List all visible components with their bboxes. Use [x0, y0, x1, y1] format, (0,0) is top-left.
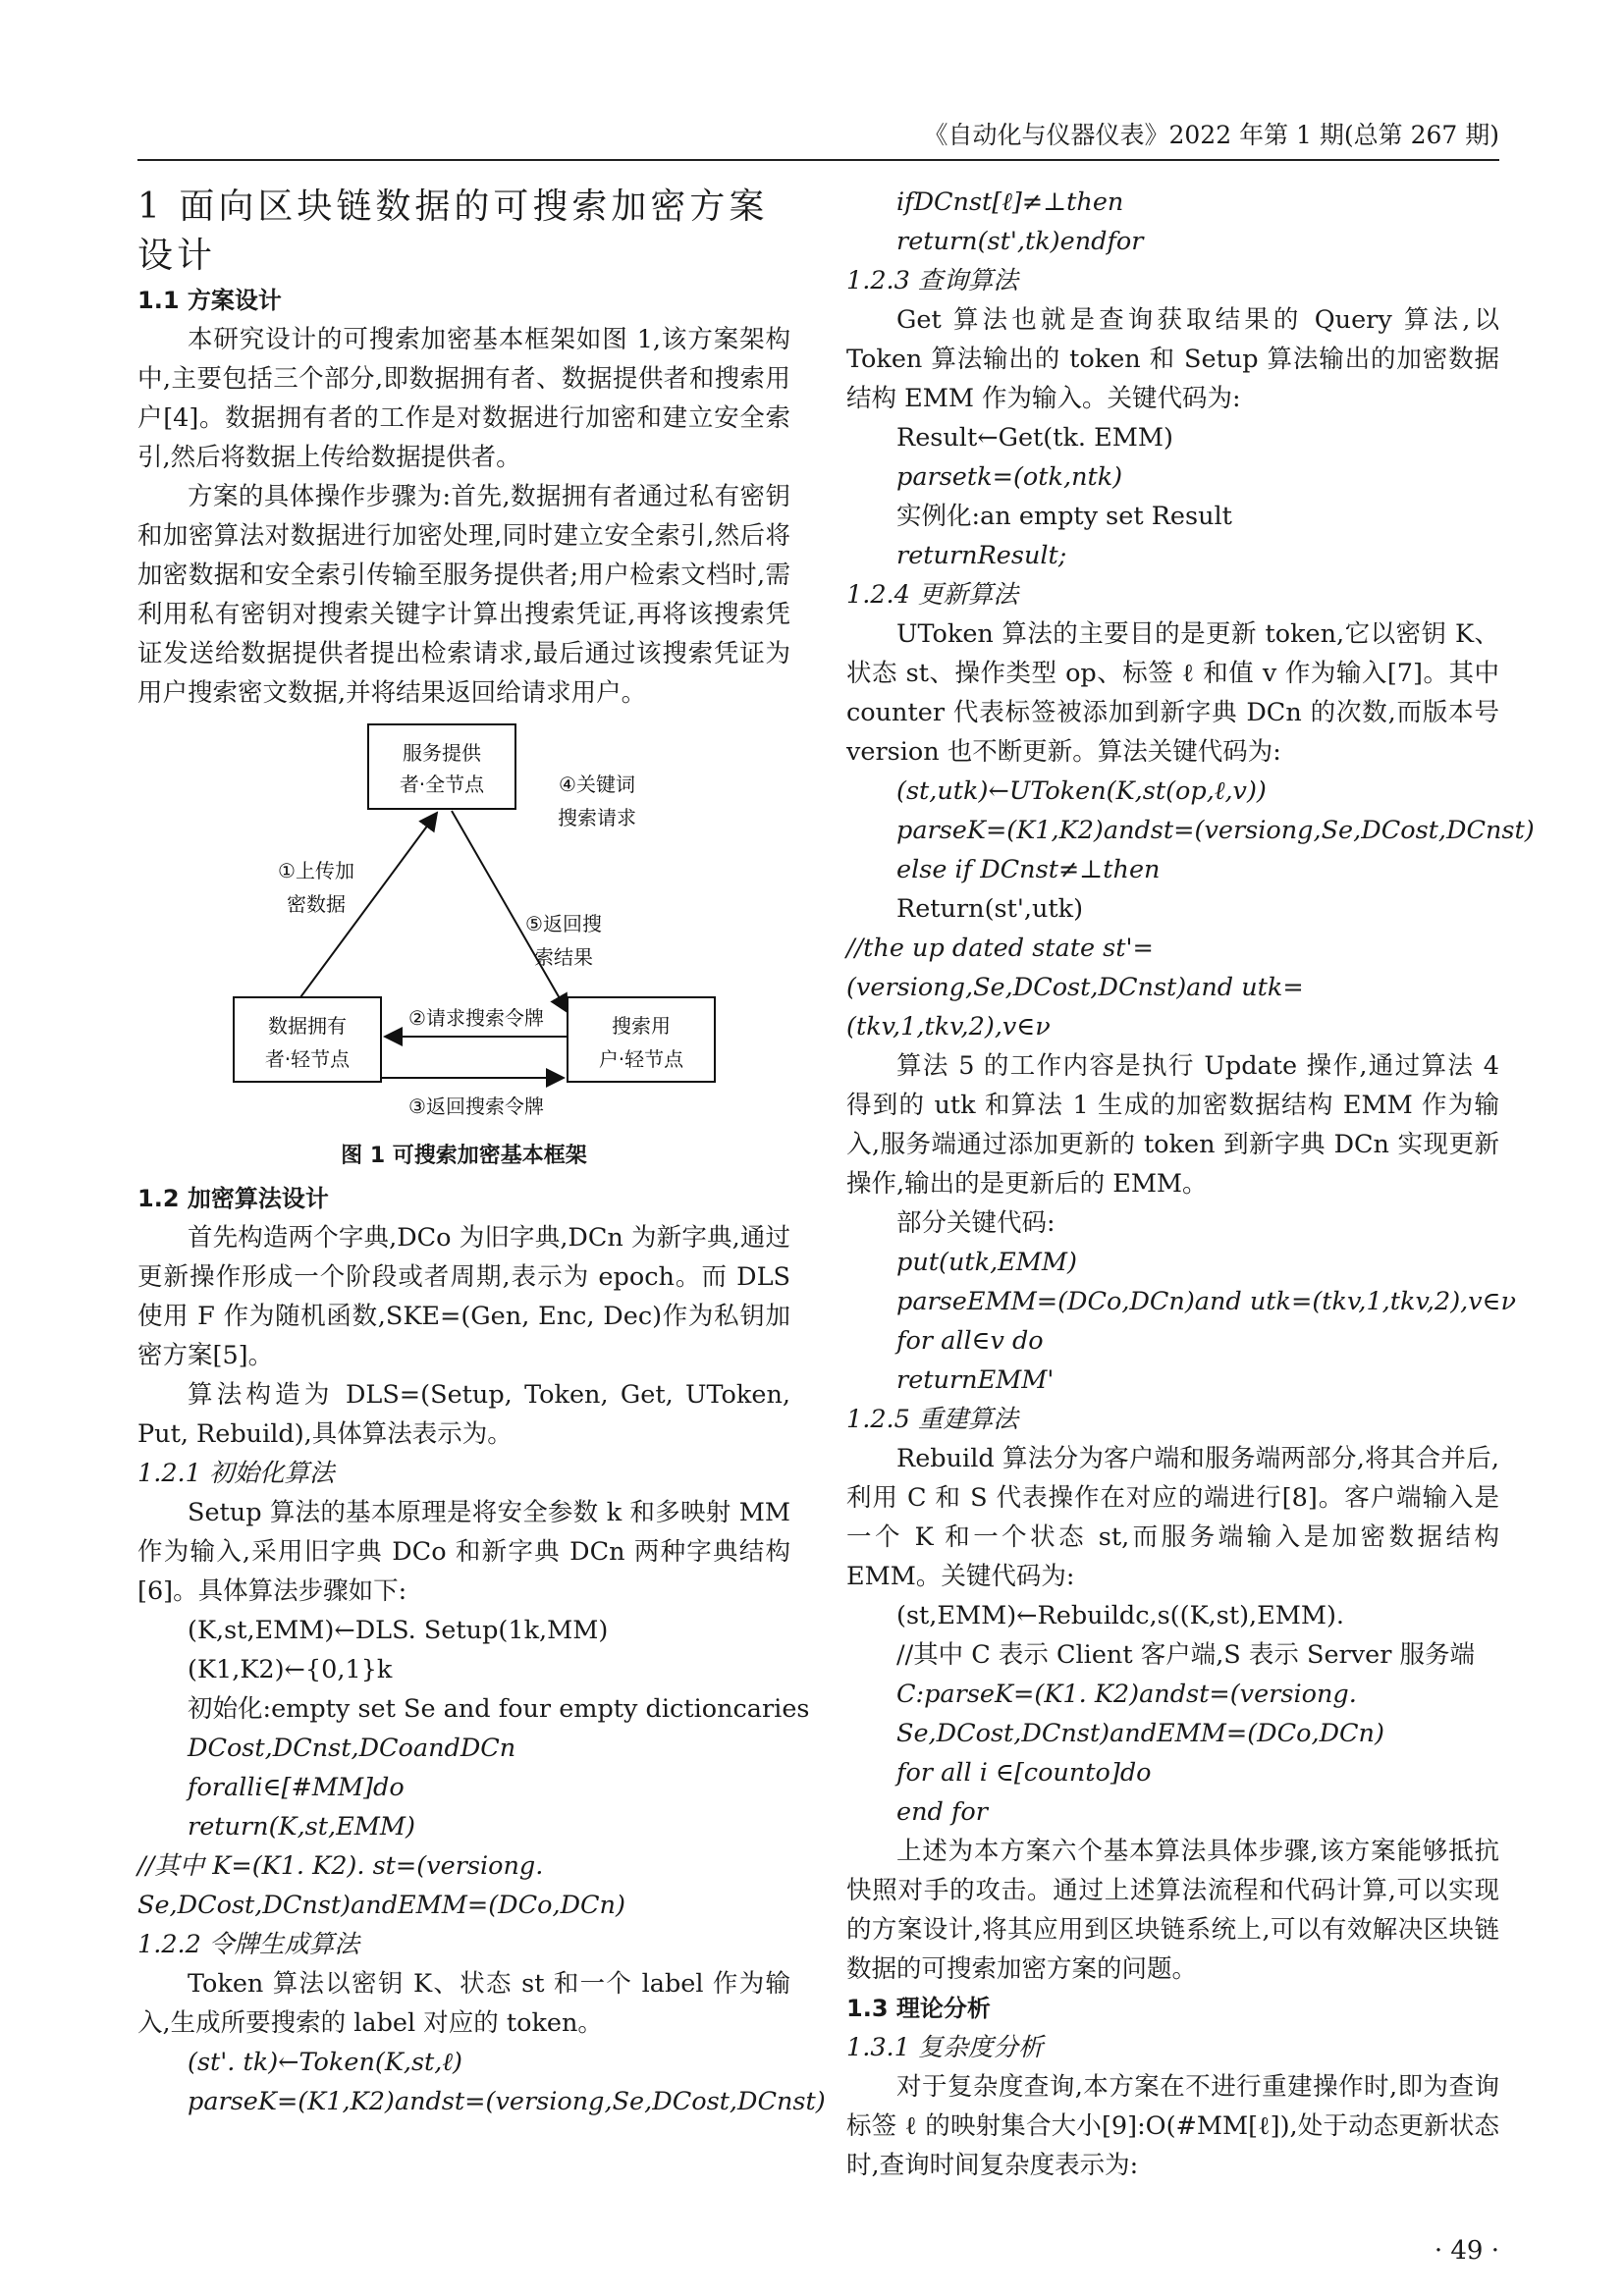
paragraph: 对于复杂度查询,本方案在不进行重建操作时,即为查询标签 ℓ 的映射集合大小[9]:O(#MM[ℓ]),处于动态更新状态时,查询时间复杂度表示为:: [846, 2072, 1499, 2180]
paragraph: 算法 5 的工作内容是执行 Update 操作,通过算法 4 得到的 utk 和算法 1 生成的加密数据结构 EMM 作为输入,服务端通过添加更新的 token 到新字典 DCn 实现更新操作,输出的是更新后的 EMM。: [846, 1051, 1499, 1199]
code-line: 初始化:empty set Se and four empty dictioncaries: [188, 1694, 810, 1724]
paragraph: 本研究设计的可搜索加密基本框架如图 1,该方案架构中,主要包括三个部分,即数据拥有者、数据提供者和搜索用户[4]。数据拥有者的工作是对数据进行加密和建立安全索引,然后将数据上传给数据提供者。: [137, 325, 790, 472]
framework-diagram: [137, 713, 790, 1145]
paragraph: UToken 算法的主要目的是更新 token,它以密钥 K、状态 st、操作类型 op、标签 ℓ 和值 v 作为输入[7]。其中 counter 代表标签被添加到新字典 DCn 的次数,而版本号 version 也不断更新。算法关键代码为:: [846, 619, 1499, 767]
paragraph: Setup 算法的基本原理是将安全参数 k 和多映射 MM 作为输入,采用旧字典 DCo 和新字典 DCn 两种字典结构[6]。具体算法步骤如下:: [137, 1498, 790, 1606]
label-result-1: ⑤返回搜: [525, 912, 602, 935]
code-line: returnResult;: [896, 541, 1067, 570]
label-return-token: ③返回搜索令牌: [408, 1095, 544, 1118]
node-left-line2: 者·轻节点: [264, 1047, 351, 1071]
node-top-line2: 者·全节点: [399, 773, 485, 796]
code-line: //其中 C 表示 Client 客户端,S 表示 Server 服务端: [896, 1640, 1476, 1670]
code-line: parseK=(K1,K2)andst=(versiong,Se,DCost,DCnst): [896, 816, 1535, 845]
paragraph: Rebuild 算法分为客户端和服务端两部分,将其合并后,利用 C 和 S 代表操作在对应的端进行[8]。客户端输入是一个 K 和一个状态 st,而服务端输入是加密数据结构 EMM。关键代码为:: [846, 1444, 1499, 1591]
page-number: · 49 ·: [1434, 2236, 1499, 2266]
header-rule: [137, 159, 1499, 161]
journal-header: 《自动化与仪器仪表》2022 年第 1 期(总第 267 期): [923, 121, 1499, 149]
code-line: return(K,st,EMM): [188, 1812, 415, 1842]
paragraph: Get 算法也就是查询获取结果的 Query 算法,以 Token 算法输出的 token 和 Setup 算法输出的加密数据结构 EMM 作为输入。关键代码为:: [846, 305, 1499, 413]
heading-1-3-1: 1.3.1 复杂度分析: [846, 2033, 1044, 2062]
paragraph: 部分关键代码:: [896, 1208, 1056, 1238]
figure-caption: 图 1 可搜索加密基本框架: [341, 1144, 587, 1168]
node-right-line2: 户·轻节点: [598, 1047, 684, 1071]
code-line: Return(st',utk): [896, 894, 1084, 924]
code-line: (st,utk)←UToken(K,st(op,ℓ,v)): [896, 776, 1267, 806]
code-comment: //其中 K=(K1. K2). st=(versiong. Se,DCost,DCnst)andEMM=(DCo,DCn): [137, 1851, 625, 1920]
code-comment: //the up dated state st'=(versiong,Se,DCost,DCnst)and utk=(tkv,1,tkv,2),v∈ν: [846, 934, 1304, 1041]
label-request-token: ②请求搜索令牌: [408, 1006, 544, 1030]
node-service-provider: [368, 724, 515, 809]
label-upload-1: ①上传加: [278, 859, 354, 882]
label-result-2: 索结果: [534, 945, 593, 969]
heading-1-2-2: 1.2.2 令牌生成算法: [137, 1930, 359, 1959]
code-line: foralli∈[#MM]do: [188, 1773, 405, 1802]
code-line: (K,st,EMM)←DLS. Setup(1k,MM): [188, 1616, 609, 1645]
code-line: (K1,K2)←{0,1}k: [188, 1655, 393, 1684]
code-line: DCost,DCnst,DCoandDCn: [188, 1734, 516, 1763]
code-line: C:parseK=(K1. K2)andst=(versiong. Se,DCost,DCnst)andEMM=(DCo,DCn): [896, 1680, 1384, 1748]
code-line: for all i ∈[counto]do: [896, 1758, 1152, 1788]
heading-1-3: 1.3 理论分析: [846, 1995, 991, 2022]
code-line: return(st',tk)endfor: [896, 227, 1144, 256]
label-keyword-1: ④关键词: [559, 773, 635, 796]
code-line: (st,EMM)←Rebuildc,s((K,st),EMM).: [896, 1601, 1345, 1630]
code-line: end for: [896, 1797, 988, 1827]
paragraph: 方案的具体操作步骤为:首先,数据拥有者通过私有密钥和加密算法对数据进行加密处理,同时建立安全索引,然后将加密数据和安全索引传输至服务提供者;用户检索文档时,需利用私有密钥对搜索关键字计算出搜索凭证,再将该搜索凭证发送给数据提供者提出检索请求,最后通过该搜索凭证为用户搜索密文数据,并将结果返回给请求用户。: [137, 482, 790, 708]
paragraph: 算法构造为 DLS=(Setup, Token, Get, UToken, Put, Rebuild),具体算法表示为。: [137, 1380, 790, 1449]
code-line: ifDCnst[ℓ]≠⊥then: [896, 187, 1124, 217]
code-line: put(utk,EMM): [896, 1248, 1077, 1277]
heading-1-2-1: 1.2.1 初始化算法: [137, 1459, 335, 1488]
code-line: for all∈v do: [896, 1326, 1044, 1356]
code-line: (st'. tk)←Token(K,st,ℓ): [188, 2048, 462, 2077]
node-right-line1: 搜索用: [612, 1014, 671, 1038]
heading-1-2: 1.2 加密算法设计: [137, 1185, 329, 1212]
label-keyword-2: 搜索请求: [558, 806, 636, 829]
paragraph: Token 算法以密钥 K、状态 st 和一个 label 作为输入,生成所要搜索的 label 对应的 token。: [137, 1969, 790, 2038]
code-line: parseEMM=(DCo,DCn)and utk=(tkv,1,tkv,2),v∈ν: [896, 1287, 1517, 1316]
code-line: parseK=(K1,K2)andst=(versiong,Se,DCost,DCnst): [188, 2087, 826, 2116]
heading-1-2-5: 1.2.5 重建算法: [846, 1405, 1018, 1434]
right-column: [846, 183, 1535, 2185]
code-line: 实例化:an empty set Result: [896, 502, 1232, 531]
code-line: parsetk=(otk,ntk): [896, 462, 1123, 492]
heading-1-2-4: 1.2.4 更新算法: [846, 580, 1018, 610]
paragraph: 首先构造两个字典,DCo 为旧字典,DCn 为新字典,通过更新操作形成一个阶段或者周期,表示为 epoch。而 DLS 使用 F 作为随机函数,SKE=(Gen, Enc, Dec)作为私钥加密方案[5]。: [137, 1223, 790, 1370]
node-left-line1: 数据拥有: [268, 1014, 347, 1038]
label-upload-2: 密数据: [287, 892, 346, 916]
code-line: else if DCnst≠⊥then: [896, 855, 1161, 884]
code-line: Result←Get(tk. EMM): [896, 423, 1173, 453]
heading-1-1: 1.1 方案设计: [137, 287, 282, 314]
paragraph: 上述为本方案六个基本算法具体步骤,该方案能够抵抗快照对手的攻击。通过上述算法流程和代码计算,可以实现的方案设计,将其应用到区块链系统上,可以有效解决区块链数据的可搜索加密方案的问题。: [846, 1837, 1499, 1984]
left-column: [137, 183, 826, 2121]
node-top-line1: 服务提供: [403, 741, 481, 765]
figure-1: [137, 713, 790, 1179]
heading-1-2-3: 1.2.3 查询算法: [846, 266, 1018, 295]
section-title: 1 面向区块链数据的可搜索加密方案设计: [137, 187, 769, 276]
code-line: returnEMM': [896, 1365, 1055, 1395]
